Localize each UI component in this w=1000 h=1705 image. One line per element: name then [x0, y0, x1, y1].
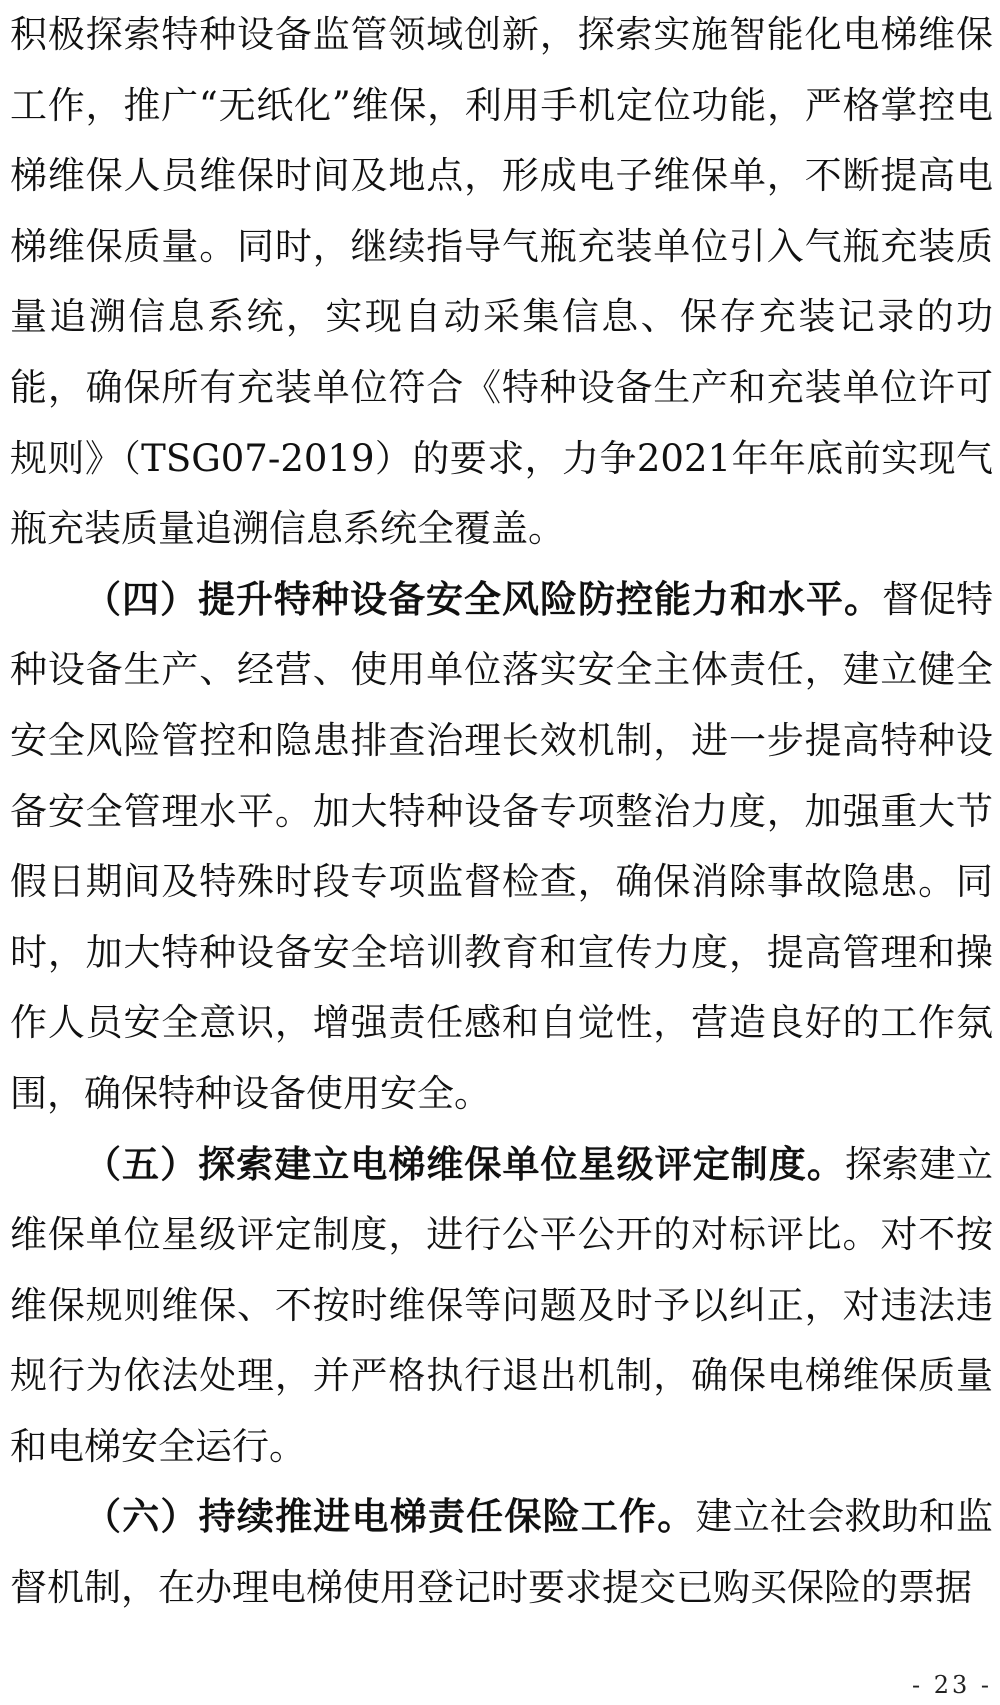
- paragraph-text: 建立社会救助和监督机制，在办理电梯使用登记时要求提交已购买保险的票据: [10, 1495, 994, 1610]
- page-number: - 23 -: [911, 1671, 992, 1699]
- paragraph-text: 积极探索特种设备监管领域创新，探索实施智能化电梯维保工作，推广“无纸化”维保，利用手机定位功能，严格掌控电梯维保人员维保时间及地点，形成电子维保单，不断提高电梯维保质量。同时，继续指导气瓶充装单位引入气瓶充装质量追溯信息系统，实现自动采集信息、保存充装记录的功能，确保所有充装单位符合《特种设备生产和充装单位许可规则》（TSG07-2019）的要求，力争2021年年底前实现气瓶充装质量追溯信息系统全覆盖。: [10, 13, 993, 551]
- paragraph-section-4: [10, 565, 993, 1130]
- section-heading: （四）提升特种设备安全风险防控能力和水平。: [84, 577, 882, 621]
- section-heading: （六）持续推进电梯责任保险工作。: [84, 1495, 696, 1539]
- paragraph-section-6: [10, 1482, 993, 1623]
- paragraph-section-5: [10, 1130, 993, 1483]
- section-heading: （五）探索建立电梯维保单位星级评定制度。: [84, 1142, 845, 1186]
- paragraph-text: 探索建立维保单位星级评定制度，进行公平公开的对标评比。对不按维保规则维保、不按时维保等问题及时予以纠正，对违法违规行为依法处理，并严格执行退出机制，确保电梯维保质量和电梯安全运行。: [10, 1142, 994, 1468]
- document-body: [10, 0, 993, 1624]
- paragraph-text: 督促特种设备生产、经营、使用单位落实安全主体责任，建立健全安全风险管控和隐患排查治理长效机制，进一步提高特种设备安全管理水平。加大特种设备专项整治力度，加强重大节假日期间及特殊时段专项监督检查，确保消除事故隐患。同时，加大特种设备安全培训教育和宣传力度，提高管理和操作人员安全意识，增强责任感和自觉性，营造良好的工作氛围，确保特种设备使用安全。: [10, 577, 993, 1115]
- paragraph-continuation: [10, 0, 993, 565]
